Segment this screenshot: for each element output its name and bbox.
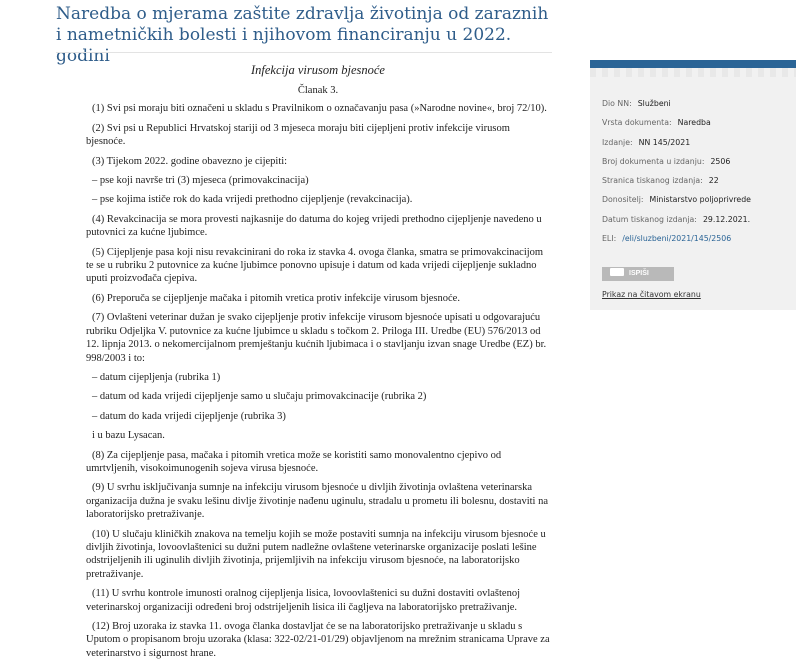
meta-value: Ministarstvo poljoprivrede xyxy=(649,195,751,205)
meta-value: NN 145/2021 xyxy=(638,137,691,147)
paragraph: (12) Broj uzoraka iz stavka 11. ovoga članka dostavljat će se na laboratorijsko pretraživanje u skladu s Uputom o propisanom broju uzoraka (klasa: 322-02/21-01/29) objavljenom na mrežnim stranicama Uprave za veterinarstvo i sigurnost hrane. xyxy=(86,621,550,659)
paragraph: (8) Za cijepljenje pasa, mačaka i pitomih vretica može se koristiti samo monovalentno cjepivo od umrtvljenih, visokoimunogenih sojeva virusa bjesnoće. xyxy=(86,449,502,474)
paragraph: (2) Svi psi u Republici Hrvatskoj stariji od 3 mjeseca moraju biti cijepljeni protiv infekcije virusom bjesnoće. xyxy=(86,122,510,148)
list-item: – datum do kada vrijedi cijepljenje (rubrika 3) xyxy=(92,410,286,422)
meta-label: Dio NN: xyxy=(602,99,632,108)
list-item: – datum od kada vrijedi cijepljenje samo u slučaju primovakcinacije (rubrika 2) xyxy=(92,391,427,403)
meta-row-page xyxy=(602,171,788,190)
meta-label: Stranica tiskanog izdanja: xyxy=(602,176,703,186)
meta-value: 2506 xyxy=(710,156,731,166)
meta-value: 29.12.2021. xyxy=(702,214,751,224)
print-button-label: ISPIŠI xyxy=(629,270,649,277)
metadata-list xyxy=(602,94,788,248)
page-title: Naredba o mjerama zaštite zdravlja životinja od zaraznih i nametničkih bolesti i njihovom financiranju u 2022. godini xyxy=(56,4,549,66)
print-button[interactable] xyxy=(602,267,674,281)
meta-row-type xyxy=(602,113,788,132)
document-body xyxy=(86,60,550,666)
article-number: Članak 3. xyxy=(297,85,339,96)
meta-row-issue xyxy=(602,133,788,152)
eli-link[interactable]: /eli/sluzbeni/2021/145/2506 xyxy=(622,234,732,244)
meta-label: ELI: xyxy=(602,234,617,244)
meta-row-issuer xyxy=(602,190,788,209)
list-item: i u bazu Lysacan. xyxy=(92,430,165,442)
panel-pattern-strip xyxy=(590,68,796,77)
meta-row-doc-number xyxy=(602,152,788,171)
printer-icon xyxy=(610,268,624,276)
list-item: – pse koji navrše tri (3) mjeseca (primovakcinacija) xyxy=(92,175,309,187)
document-info-panel xyxy=(590,60,796,310)
paragraph: (7) Ovlašteni veterinar dužan je svako cijepljenje protiv infekcije virusom bjesnoće upisati u odgovarajuću rubriku Odjeljka V. putovnice za kućne ljubimce u skladu s točkom 2. Priloga III. Uredbe (EU) 576/2013 od 12. lipnja 2013. o nekomercijalnom premještanju kućnih ljubimaca i o stavljanju izvan snage Uredbe (EZ) br. 998/2003 i to: xyxy=(86,312,547,364)
fullscreen-view-link[interactable]: Prikaz na čitavom ekranu xyxy=(602,290,701,299)
paragraph: (10) U slučaju kliničkih znakova na temelju kojih se može postaviti sumnja na infekciju virusom bjesnoće u divljih životinja, lovoovlaštenici su dužni putem nadležne ovlaštene veterinarske organizacije poslati lešine odstrijeljenih ili uginulih divljih životinja, prijemljivih na infekciju virusom bjesnoće, na laboratorijsko pretraživanje. xyxy=(86,528,546,580)
list-item: – datum cijepljenja (rubrika 1) xyxy=(92,371,221,383)
paragraph: (6) Preporuča se cijepljenje mačaka i pitomih vretica protiv infekcije virusom bjesnoće. xyxy=(92,292,460,304)
meta-label: Datum tiskanog izdanja: xyxy=(602,214,697,224)
list-item: – pse kojima ističe rok do kada vrijedi prethodno cijepljenje (revakcinacija). xyxy=(92,194,413,206)
meta-value: 22 xyxy=(708,176,719,186)
paragraph: (1) Svi psi moraju biti označeni u skladu s Pravilnikom o označavanju pasa (»Narodne novine«, broj 72/10). xyxy=(92,103,547,115)
paragraph: (9) U svrhu isključivanja sumnje na infekciju virusom bjesnoće u divljih životinja ovlaštena veterinarska organizacija dužna je svaku lešinu divlje životinje nađenu uginulu, stradalu u prometu ili bolesnu, dostaviti na laboratorijsko pretraživanje. xyxy=(86,482,548,521)
meta-label: Donositelj: xyxy=(602,195,644,205)
paragraph: (5) Cijepljenje pasa koji nisu revakcinirani do roka iz stavka 4. ovoga članka, smatra se primovakcinacijom te se u rubriku 2 putovnice za kućne ljubimce ponovno upisuje i datum od kada vrijedi cijepljenje sukladno uputi proizvođača cjepiva. xyxy=(86,246,544,285)
paragraph: (3) Tijekom 2022. godine obavezno je cijepiti: xyxy=(92,155,288,167)
meta-value: Naredba xyxy=(677,118,711,128)
meta-row-date xyxy=(602,210,788,229)
meta-label: Broj dokumenta u izdanju: xyxy=(602,156,705,166)
section-heading: Infekcija virusom bjesnoće xyxy=(251,63,385,77)
paragraph: (11) U svrhu kontrole imunosti oralnog cijepljenja lisica, lovoovlaštenici su dužni dostaviti ovlaštenoj veterinarskoj organizaciji određeni broj odstrijeljenih lisica ili čagljeva na laboratorijsko pretraživanje. xyxy=(86,588,520,613)
meta-row-part xyxy=(602,94,788,113)
meta-value: Službeni xyxy=(637,99,671,108)
meta-label: Izdanje: xyxy=(602,137,633,147)
meta-label: Vrsta dokumenta: xyxy=(602,118,672,128)
paragraph: (4) Revakcinacija se mora provesti najkasnije do datuma do kojeg vrijedi prethodno cijepljenje navedeno u putovnici za kućne ljubimce. xyxy=(86,213,542,239)
meta-row-eli xyxy=(602,229,788,248)
title-divider xyxy=(56,52,552,53)
